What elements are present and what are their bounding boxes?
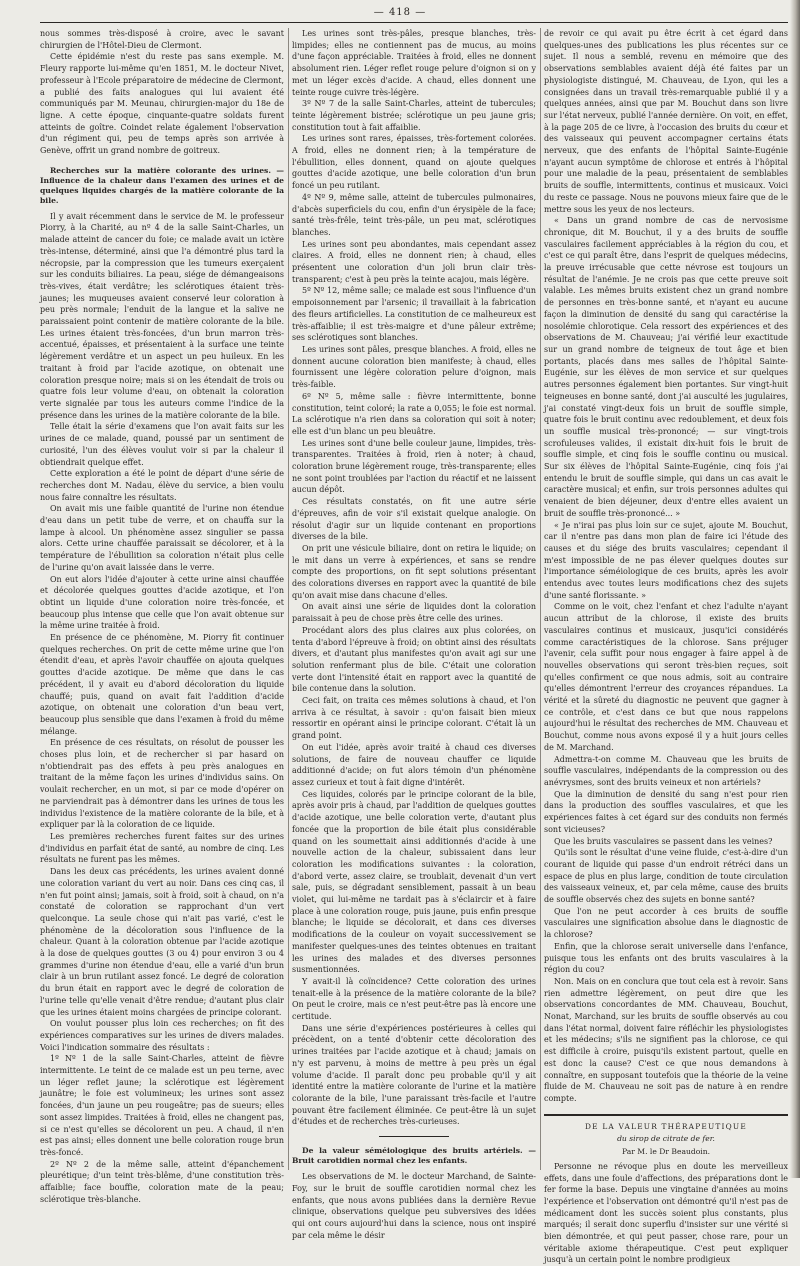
paragraph: Ces liquides, colorés par le principe colorant de la bile, après avoir pris à chaud, par l'addition de quelques gouttes d'acide azotique, une belle coloration verte, d'autant plus foncée que la proportion de bile était plus considérable quand on les soumettait ainsi additionnés d'acide à une nouvelle action de la chaleur, subissaient dans leur coloration les modifications suivantes : la coloration, d'abord verte, assez claire, se troublait, devenait d'un vert sale, puis, se dégradant sensiblement, passait à un beau violet, qui lui-même ne tardait pas à s'éclaircir et à faire place à une coloration rouge, puis jaune, puis enfin presque blanche; le liquide se décolorait, et dans ces diverses modifications de la couleur on voyait successivement se manifester quelques-unes des teintes obtenues en traitant les urines des malades et des diverses personnes susmentionnées. bbox=[292, 789, 536, 975]
page-binding-edge bbox=[790, 0, 800, 1178]
paragraph: Comme on le voit, chez l'enfant et chez l'adulte n'ayant aucun attribut de la chlorose, il existe des bruits vasculaires continus et musicaux, jusqu'ici considérés comme caractéristiques de la chlorose. Sans préjuger l'avenir, cela suffit pour nous engager à faire appel à de nouvelles observations qui seront très-bien reçues, soit qu'elles confirment ce que nous admis, soit au contraire qu'elles démontrent l'erreur des croyances répandues. La vérité et la sûreté du diagnostic ne peuvent que gagner à ce contrôle, et c'est dans ce but que nous rappelons aujourd'hui le résultat des recherches de MM. Chauveau et Bouchut, comme nous avons exposé il y a huit jours celles de M. Marchand. bbox=[544, 602, 788, 752]
article-subtitle: du sirop de citrate de fer. bbox=[617, 1134, 715, 1144]
paragraph: Les observations de M. le docteur Marchand, de Sainte-Foy, sur le bruit de souffle carotidien normal chez les enfants, que nous avons publiées dans la dernière Revue clinique, observations quelque peu subversives des idées qui ont cours aujourd'hui dans la science, nous ont inspiré par cela même le désir bbox=[292, 1172, 536, 1240]
paragraph: On voulut pousser plus loin ces recherches; on fit des expériences comparatives sur les urines de divers malades. Voici l'indication sommaire des résultats : bbox=[40, 1019, 284, 1052]
paragraph: Les urines sont rares, épaisses, très-fortement colorées. A froid, elles ne donnent rien; à la température de l'ébullition, elles donnent, quand on ajoute quelques gouttes d'acide azotique, une belle coloration d'un brun foncé un peu rutilant. bbox=[292, 134, 536, 191]
paragraph: En présence de ces résultats, on résolut de pousser les choses plus loin, et de rechercher si par hasard on n'obtiendrait pas des effets à peu près analogues en traitant de la même façon les urines d'individus sains. On voulait rechercher, en un mot, si par ce mode d'opérer on ne parviendrait pas à démontrer dans les urines de tous les individus l'existence de la matière colorante de la bile, et à expliquer par là la coloration de ce liquide. bbox=[40, 738, 284, 830]
paragraph: Les urines sont peu abondantes, mais cependant assez claires. A froid, elles ne donnent rien; à chaud, elles présentent une coloration d'un joli brun clair très-transparent; c'est à peu près la teinte acajou, mais légère. bbox=[292, 239, 536, 284]
section-title: De la valeur séméiologique des bruits artériels. — Bruit carotidien normal chez les enfants. bbox=[292, 1146, 536, 1166]
paragraph: Y avait-il là coïncidence? Cette coloration des urines tenait-elle à la présence de la matière colorante de la bile? On peut le croire, mais ce n'est peut-être pas là encore une certitude. bbox=[292, 976, 536, 1022]
paragraph: Les premières recherches furent faites sur des urines d'individus en parfait état de santé, au nombre de cinq. Les résultats ne furent pas les mêmes. bbox=[40, 832, 284, 865]
article-title: DE LA VALEUR THÉRAPEUTIQUE bbox=[585, 1121, 747, 1131]
paragraph: On eut alors l'idée d'ajouter à cette urine ainsi chauffée et décolorée quelques gouttes d'acide azotique, et l'on obtint un liquide d'une coloration noire très-foncée, et beaucoup plus intense que celle que l'on avait obtenue sur la même urine traitée à froid. bbox=[40, 574, 284, 631]
paragraph: Cette exploration a été le point de départ d'une série de recherches dont M. Nadau, élève du service, a bien voulu nous faire connaître les résultats. bbox=[40, 469, 284, 502]
paragraph: Dans les deux cas précédents, les urines avaient donné une coloration variant du vert au noir. Dans ces cinq cas, il n'en fut point ainsi; jamais, soit à froid, soit à chaud, on n'a constaté de coloration se rapprochant d'un vert quelconque. La seule chose qui n'ait pas varié, c'est le phénomène de la décoloration sous l'influence de la chaleur. Quant à la coloration obtenue par l'acide azotique à la dose de quelques gouttes (3 ou 4) pour environ 3 ou 4 grammes d'urine non étendue d'eau, elle a varié d'un brun clair à un brun rutilant assez foncé. Le degré de coloration du brun était en rapport avec le degré de coloration de l'urine telle qu'elle venait d'être rendue; d'autant plus clair que les urines étaient moins chargées de principe colorant. bbox=[40, 867, 284, 1017]
paragraph: Non. Mais on en conclura que tout cela est à revoir. Sans rien admettre légèrement, on peut dire que les observations concordantes de MM. Chauveau, Bouchut, Nonat, Marchand, sur les bruits de souffle observés au cou dans l'état normal, doivent faire réfléchir les physiologistes et les médecins; s'ils ne signifient pas la chlorose, ce qui est difficile à croire, puisqu'ils existent partout, quelle en est donc la cause? C'est ce que nous demandons à connaître, en supposant toutefois que la théorie de la veine fluide de M. Chauveau ne soit pas de nature à en rendre compte. bbox=[544, 976, 788, 1103]
paragraph: Procédant alors des plus claires aux plus colorées, on tenta d'abord l'épreuve à froid; on obtint ainsi des résultats divers, et d'autant plus manifestes qu'on avait agi sur une solution renfermant plus de bile. C'était une coloration verte dont l'intensité était en rapport avec la quantité de bile contenue dans la solution. bbox=[292, 625, 536, 694]
paragraph: 4º Nº 9, même salle, atteint de tubercules pulmonaires, d'abcès superficiels du cou, enfin d'un érysipèle de la face; santé très-frêle, teint très-pâle, un peu mat, sclérotiques blanches. bbox=[292, 192, 536, 237]
paragraph: On eut l'idée, après avoir traité à chaud ces diverses solutions, de faire de nouveau chauffer ce liquide additionné d'acide; on fut alors témoin d'un phénomène assez curieux et tout à fait digne d'intérêt. bbox=[292, 742, 536, 787]
paragraph: Cette épidémie n'est du reste pas sans exemple. M. Fleury rapporte lui-même qu'en 1851, M. le docteur Nivet, professeur à l'Ecole préparatoire de médecine de Clermont, a publié des faits analogues qui lui avaient été communiqués par M. Meunau, chirurgien-major du 18e de ligne. A cette époque, cinquante-quatre soldats furent atteints de goître. Coindet relate également l'observation d'un régiment qui, peu de temps après son arrivée à Genève, offrit un grand nombre de goitreux. bbox=[40, 52, 284, 156]
paragraph: 3º Nº 7 de la salle Saint-Charles, atteint de tubercules; teinte légèrement bistrée; sclérotique un peu jaune gris; constitution tout à fait affaiblie. bbox=[292, 99, 536, 132]
paragraph: Ces résultats constatés, on fit une autre série d'épreuves, afin de voir s'il existait quelque analogie. On résolut d'agir sur un liquide contenant en proportions diverses de la bile. bbox=[292, 497, 536, 542]
paragraph: 2º Nº 2 de la même salle, atteint d'épanchement pleurétique; d'un teint très-blême, d'une constitution très-affaiblie; face bouffie, coloration mate de la peau; sclérotique très-blanche. bbox=[40, 1159, 284, 1204]
text-column-right bbox=[544, 28, 788, 1265]
section-title: Recherches sur la matière colorante des urines. — Influence de la chaleur dans l'examen des urines et de quelques liquides chargés de la matière colorante de la bile. bbox=[40, 165, 284, 205]
paragraph: 6º Nº 5, même salle : fièvre intermittente, bonne constitution, teint coloré; la rate a 0,055; le foie est normal. La sclérotique n'a rien dans sa coloration qui soit à noter; elle est d'un blanc un peu bleuâtre. bbox=[292, 391, 536, 436]
article-author: Par M. le Dr Beaudoin. bbox=[621, 1147, 711, 1157]
paragraph: 5º Nº 12, même salle; ce malade est sous l'influence d'un empoisonnement par l'arsenic; il travaillait à la fabrication des fleurs artificielles. La constitution de ce malheureux est très-affaiblie; il est très-maigre et d'une pâleur extrême; ses sclérotiques sont blanches. bbox=[292, 286, 536, 343]
paragraph: Enfin, que la chlorose serait universelle dans l'enfance, puisque tous les enfants ont des bruits vasculaires à la région du cou? bbox=[544, 941, 788, 975]
paragraph: Que l'on ne peut accorder à ces bruits de souffle vasculaires une signification absolue dans le diagnostic de la chlorose? bbox=[544, 906, 788, 940]
paragraph: On avait mis une faible quantité de l'urine non étendue d'eau dans un petit tube de verre, et on chauffa sur la lampe à alcool. Un phénomène assez singulier se passa alors. Cette urine chauffée paraissait se décolorer, et à la température de l'ébullition sa coloration n'était plus celle de l'urine qu'on avait laissée dans le verre. bbox=[40, 504, 284, 572]
paragraph: Les urines sont pâles, presque blanches. A froid, elles ne donnent aucune coloration bien manifeste; à chaud, elles fournissent une légère coloration pelure d'oignon, mais très-faible. bbox=[292, 344, 536, 390]
text-column-left bbox=[40, 28, 284, 1204]
paragraph: de revoir ce qui avait pu être écrit à cet égard dans quelques-unes des publications les plus récentes sur ce sujet. Il nous a semblé, revenu en mémoire que des observations semblables avaient déjà été faites par un physiologiste distingué, M. Chauveau, de Lyon, qui les a consignées dans un travail très-remarquable publié il y a quelques années, ainsi que par M. Bouchut dans son livre sur l'état nerveux, publié l'année dernière. On voit, en effet, à la page 205 de ce livre, à l'occasion des bruits du cœur et des vaisseaux qui peuvent accompagner certains états nerveux, que des enfants de l'hôpital Sainte-Eugénie n'ayant aucun symptôme de chlorose et entrés à l'hôpital pour une maladie de la peau, présentaient de semblables bruits de souffle, intermittents, continus et musicaux. Voici du reste ce passage. Nous ne pouvons mieux faire que de le mettre sous les yeux de nos lecteurs. bbox=[544, 29, 788, 214]
paragraph: Admettra-t-on comme M. Chauveau que les bruits de souffle vasculaires, indépendants de la compression ou des anévrysmes, sont des bruits veineux et non artériels? bbox=[544, 754, 788, 787]
text-column-middle bbox=[292, 28, 536, 1240]
paragraph: Dans une série d'expériences postérieures à celles qui précèdent, on a tenté d'obtenir cette décoloration des urines traitées par l'acide azotique et à chaud; jamais on n'y est parvenu, à moins de mettre à peu près un égal volume d'acide. Il paraît donc peu probable qu'il y ait identité entre la matière colorante de l'urine et la matière colorante de la bile, l'une paraissant très-facile et l'autre pouvant être facilement éliminée. Ce peut-être là un sujet d'études et de recherches très-curieuses. bbox=[292, 1023, 536, 1127]
page-number: — 418 — bbox=[373, 7, 427, 18]
paragraph: Que la diminution de densité du sang n'est pour rien dans la production des souffles vasculaires, et que les expériences faites à cet égard sur des conduits non fermés sont vicieuses? bbox=[544, 789, 788, 834]
paragraph: Les urines sont très-pâles, presque blanches, très-limpides; elles ne contiennent pas de mucus, au moins d'une façon appréciable. Traitées à froid, elles ne donnent absolument rien. Léger reflet rouge pelure d'oignon si on y met un léger excès d'acide. A chaud, elles donnent une teinte rouge cuivre très-légère. bbox=[292, 29, 536, 97]
paragraph: 1º Nº 1 de la salle Saint-Charles, atteint de fièvre intermittente. Le teint de ce malade est un peu terne, avec un léger reflet jaune; la sclérotique est légèrement jaunâtre; le foie est volumineux; les urines sont assez foncées, d'un jaune un peu rougeâtre; pas de sueurs; elles sont assez limpides. Traitées à froid, elles ne changent pas, si ce n'est qu'elles se décolorent un peu. A chaud, il n'en est pas ainsi; elles donnent une belle coloration rouge brun très-foncé. bbox=[40, 1054, 284, 1157]
paragraph: On prit une vésicule biliaire, dont on retira le liquide; on le mit dans un verre à expériences, et sans se rendre compte des proportions, on fit sept solutions présentant des colorations diverses en rapport avec la quantité de bile qu'on avait mise dans chacune d'elles. bbox=[292, 543, 536, 600]
paragraph: En présence de ce phénomène, M. Piorry fit continuer quelques recherches. On prit de cette même urine que l'on étendit d'eau, et après l'avoir chauffée on ajouta quelques gouttes d'acide azotique. De même que dans le cas précédent, il y avait eu d'abord décoloration du liquide chauffé; puis, quand on avait fait l'addition d'acide azotique, on obtenait une coloration d'un beau vert, beaucoup plus sensible que dans l'examen à froid du même mélange. bbox=[40, 633, 284, 736]
paragraph: Personne ne révoque plus en doute les merveilleux effets, dans une foule d'affections, des préparations dont le fer forme la base. Depuis une vingtaine d'années au moins l'expérience et l'observation ont démontré qu'il n'est pas de médicament dont les succès soient plus constants, plus marqués; il serait donc superflu d'insister sur une vérité si bien démontrée, et qui peut passer, chose rare, pour un véritable axiome thérapeutique. C'est peut expliquer jusqu'à un certain point le nombre prodigieux bbox=[544, 1161, 788, 1265]
ornamental-divider bbox=[544, 1114, 788, 1116]
paragraph: « Je n'irai pas plus loin sur ce sujet, ajoute M. Bouchut, car il n'entre pas dans mon plan de faire ici l'étude des causes et du siége des bruits vasculaires; cependant il m'est impossible de ne pas élever quelques doutes sur l'importance séméiologique de ces bruits, après les avoir entendus avec toutes leurs modifications chez des sujets d'une santé florissante. » bbox=[544, 520, 788, 600]
paragraph: « Dans un grand nombre de cas de nervosisme chronique, dit M. Bouchut, il y a des bruits de souffle vasculaires facilement appréciables à la région du cou, et c'est ce qui paraît être, dans l'esprit de quelques médecins, la preuve irrécusable que cette névrose est toujours un résultat de l'anémie. Je ne crois pas que cette preuve soit valable. Les mêmes bruits existent chez un grand nombre de personnes en très-bonne santé, et n'ayant eu aucune façon la diminution de densité du sang qui caractérise la nosolémie chlorotique. Cela ressort des expériences et des observations de M. Chauveau; j'ai vérifié leur exactitude sur un grand nombre de teigneux de tout âge et bien portants, placés dans mes salles de l'hôpital Sainte-Eugénie, sur les élèves de mon service et sur quelques autres personnes également bien portantes. Sur vingt-huit teigneuses en bonne santé, dont j'ai ausculté les jugulaires, j'ai constaté vingt-deux fois un bruit de souffle simple, quatre fois le bruit continu avec redoublement, et deux fois un souffle musical très-prononcé; — sur vingt-trois scrofuleuses valides, il existait dix-huit fois le bruit de souffle simple, et cinq fois le souffle continu ou musical. Sur six élèves de l'hôpital Sainte-Eugénie, cinq fois j'ai entendu le bruit de souffle simple, qui dans un cas avait le caractère musical; et enfin, sur trois personnes adultes qui venaient de bien déjeuner, deux d'entre elles avaient un bruit de souffle très-prononcé... » bbox=[544, 216, 788, 518]
paragraph: Il y avait récemment dans le service de M. le professeur Piorry, à la Charité, au nº 4 de la salle Saint-Charles, un malade atteint de cancer du foie; ce malade avait un ictère très-intense, déterminé, ainsi que l'a démontré plus tard la nécropsie, par la compression que les tumeurs exerçaient sur les conduits biliaires. La peau, siége de démangeaisons très-vives, était verdâtre; les sclérotiques étaient très-jaunes; les muqueuses avaient conservé leur coloration à peu près normale; l'enduit de la langue et la salive ne paraissaient point contenir de matière colorante de la bile. Les urines étaient très-foncées, d'un brun marron très-accentué, épaisses, et présentaient à la surface une teinte légèrement verdâtre et un aspect un peu huileux. En les traitant à froid par l'acide azotique, on obtenait une coloration presque noire; mais si on les étendait de trois ou quatre fois leur volume d'eau, on obtenait la coloration verte signalée par tous les auteurs comme l'indice de la présence dans les urines de la matière colorante de la bile. bbox=[40, 211, 284, 420]
paragraph: Les urines sont d'une belle couleur jaune, limpides, très-transparentes. Traitées à froid, rien à noter; à chaud, coloration brune légèrement rouge, très-transparente; elles ne sont point troublées par l'action du réactif et ne laissent aucun dépôt. bbox=[292, 438, 536, 495]
paragraph: nous sommes très-disposé à croire, avec le savant chirurgien de l'Hôtel-Dieu de Clermont. bbox=[40, 29, 284, 50]
paragraph: Telle était la série d'examens que l'on avait faits sur les urines de ce malade, quand, poussé par un sentiment de curiosité, l'un des élèves voulut voir si par la chaleur il obtiendrait quelque effet. bbox=[40, 422, 284, 467]
column-divider bbox=[288, 28, 289, 1170]
column-divider bbox=[540, 28, 541, 1170]
paragraph: Qu'ils sont le résultat d'une veine fluide, c'est-à-dire d'un courant de liquide qui passe d'un endroit rétréci dans un espace de plus en plus large, condition de toute circulation des vaisseaux veineux, et, par cela même, cause des bruits de souffle observés chez des sujets en bonne santé? bbox=[544, 848, 788, 905]
paragraph: Que les bruits vasculaires se passent dans les veines? bbox=[554, 836, 773, 846]
header-rule bbox=[40, 22, 788, 23]
paragraph: On avait ainsi une série de liquides dont la coloration paraissait à peu de chose près être celle des urines. bbox=[292, 602, 536, 624]
paragraph: Ceci fait, on traita ces mêmes solutions à chaud, et l'on arriva à ce résultat, à savoir : qu'on faisait bien mieux ressortir en opérant ainsi le principe colorant. C'était là un grand point. bbox=[292, 696, 536, 741]
section-divider bbox=[379, 1136, 449, 1137]
